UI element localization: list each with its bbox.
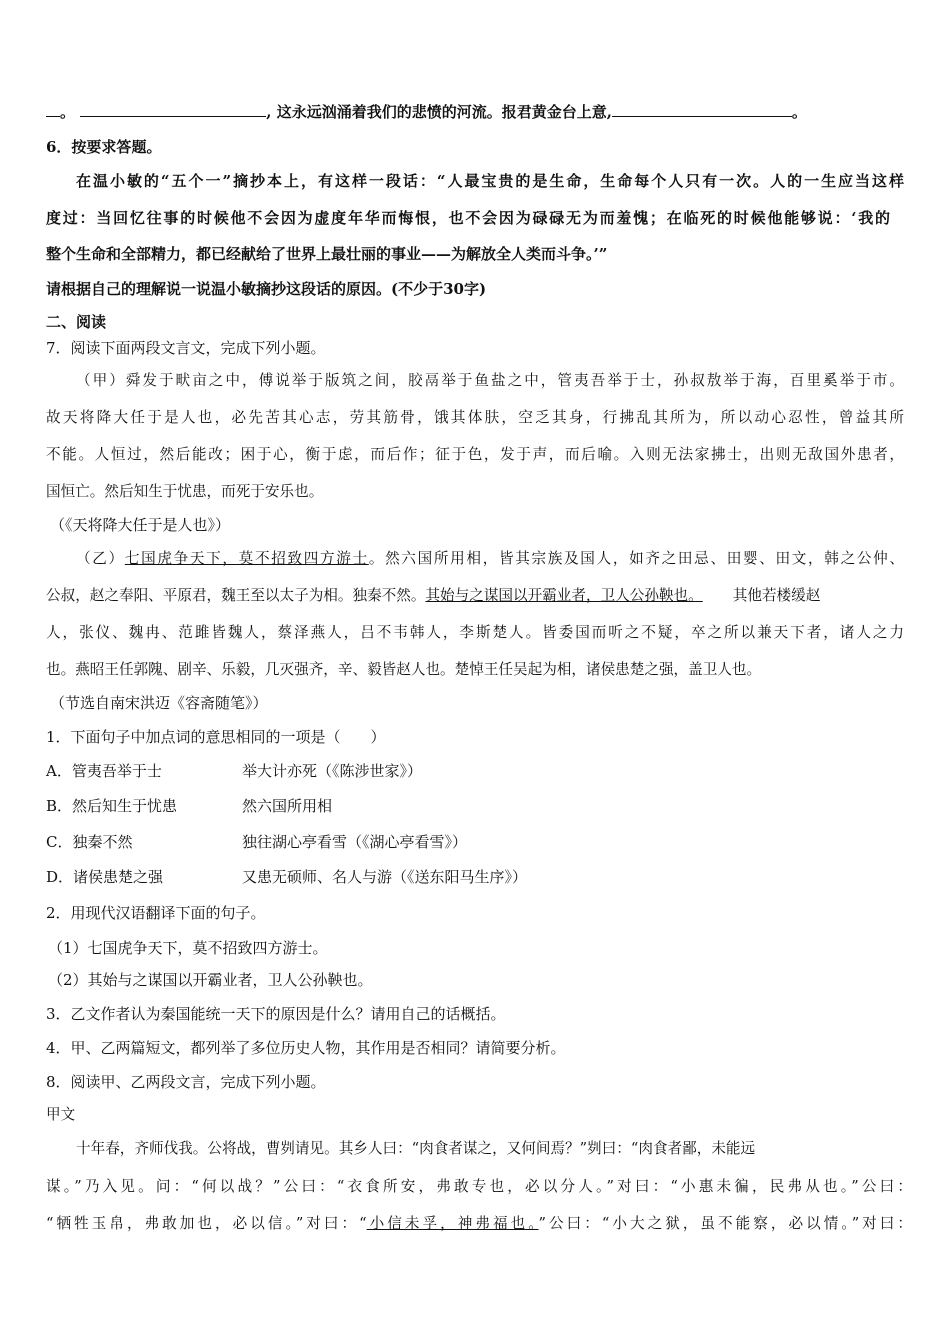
section-heading: 二、阅读 xyxy=(46,313,107,331)
underlined-sentence: 小信未孚，神弗福也。 xyxy=(366,1215,539,1232)
exam-page: 。 , 这永远汹涌着我们的悲愤的河流。报君黄金台上意, 。 6．按要求答题。 在温小敏的“五个一”摘抄本上，有这样一段话：“人最宝贵的是生命，生命每个人只有一次。人的一生应当这样 度过：当回忆往事的时候他不会因为虚度年华而悔恨，也不会因为碌碌无为而羞愧；在临死的时候他能够说：‘我的 整个生命和全部精力，都已经献给了世界上最壮丽的事业——为解放全人类而斗争。’” 请根据自己的理解说一说温小敏摘抄这段话的原因。(不少于30字) 二、阅读 7．阅读下面两段文言文，完成下列小题。 （甲）舜发于畎亩之中，傅说举于版筑之间，胶鬲举于鱼盐之中，管夷吾举于士，孙叔敖举于海，百里奚举于市。 故天将降大任于是人也，必先苦其心志，劳其筋骨，饿其体肤，空乏其身，行拂乱其所为，所以动心忍性，曾益其所 不能。人恒过，然后能改；困于心，衡于虑，而后作；征于色，发于声，而后喻。入则无法家拂士，出则无敌国外患者， 国恒亡。然后知生于忧患，而死于安乐也。 （《天将降大任于是人也》） （乙）七国虎争天下，莫不招致四方游士。然六国所用相，皆其宗族及国人，如齐之田忌、田婴、田文，韩之公仲、 公叔，赵之奉阳、平原君，魏王至以太子为相。独秦不然。其始与之谋国以开霸业者，卫人公孙鞅也。 其他若楼缓赵 人，张仪、魏冉、范雎皆魏人，蔡泽燕人，吕不韦韩人，李斯楚人。皆委国而听之不疑，卒之所以兼天下者，诸人之力 也。燕昭王任郭隗、剧辛、乐毅，几灭强齐，辛、毅皆赵人也。楚悼王任吴起为相，诸侯患楚之强，盖卫人也。 （节选自南宋洪迈《容斋随笔》） 1．下面句子中加点词的意思相同的一项是（ ） A．管夷吾举于士 举大计亦死（《陈涉世家》） B．然后知生于忧患 然六国所用相 C．独秦不然 独往湖心亭看雪（《湖心亭看雪》） D．诸侯患楚之强 又患无硕师、名人与游（《送东阳马生序》） 2．用现代汉语翻译下面的句子。 （1）七国虎争天下，莫不招致四方游士。 （2）其始与之谋国以开霸业者，卫人公孙鞅也。 3．乙文作者认为秦国能统一天下的原因是什么？请用自己的话概括。 4．甲、乙两篇短文，都列举了多位历史人物，其作用是否相同？请简要分析。 8．阅读甲、乙两段文言，完成下列小题。 甲文 十年春，齐师伐我。公将战，曹刿请见。其乡人曰：“肉食者谋之，又何间焉？”刿曰：“肉食者鄙，未能远 谋。”乃入见。问：“何以战？”公曰：“衣食所安，弗敢专也，必以分人。”对曰：“小惠未徧，民弗从也。”公曰： “牺牲玉帛，弗敢加也，必以信。”对曰：“小信未孚，神弗福也。”公曰：“小大之狱，虽不能察，必以情。”对曰： xyxy=(46,103,912,1232)
q7-sub2-item: （1）七国虎争天下，莫不招致四方游士。 xyxy=(48,939,328,957)
q8-passage-line: 十年春，齐师伐我。公将战，曹刿请见。其乡人曰：“肉食者谋之，又何间焉？”刿曰：“肉食者鄙，未能远 xyxy=(76,1140,756,1157)
q7-yi-line: 人，张仪、魏冉、范雎皆魏人，蔡泽燕人，吕不韦韩人，李斯楚人。皆委国而听之不疑，卒之所以兼天下者，诸人之力 xyxy=(46,624,904,641)
underlined-sentence: 七国虎争天下，莫不招致四方游士 xyxy=(124,550,369,567)
q7-sub2: 2．用现代汉语翻译下面的句子。 xyxy=(46,904,266,922)
q7-jia-line: 国恒亡。然后知生于忧患，而死于安乐也。 xyxy=(46,483,324,500)
answer-blank[interactable] xyxy=(612,102,792,117)
q8-jia-label: 甲文 xyxy=(46,1106,76,1123)
q6-prompt: 请根据自己的理解说一说温小敏摘抄这段话的原因。(不少于30字) xyxy=(46,280,487,298)
q6-heading: 6．按要求答题。 xyxy=(46,138,162,156)
q6-passage-line: 在温小敏的“五个一”摘抄本上，有这样一段话：“人最宝贵的是生命，生命每个人只有一次。人的一生应当这样 xyxy=(76,172,904,190)
q6-passage-line: 整个生命和全部精力，都已经献给了世界上最壮丽的事业——为解放全人类而斗争。’” xyxy=(46,245,608,263)
q7-yi-line: 也。燕昭王任郭隗、剧辛、乐毅，几灭强齐，辛、毅皆赵人也。楚悼王任吴起为相，诸侯患楚之强，盖卫人也。 xyxy=(46,661,762,678)
q8-passage-line: 谋。”乃入见。问：“何以战？”公曰：“衣食所安，弗敢专也，必以分人。”对曰：“小惠未徧，民弗从也。”公曰： xyxy=(46,1178,912,1195)
q5-fill-line: 。 , 这永远汹涌着我们的悲愤的河流。报君黄金台上意, 。 xyxy=(46,102,807,122)
q6-passage-line: 度过：当回忆往事的时候他不会因为虚度年华而悔恨，也不会因为碌碌无为而羞愧；在临死的时候他能够说：‘我的 xyxy=(46,209,890,227)
q7-intro: 7．阅读下面两段文言文，完成下列小题。 xyxy=(46,339,326,357)
q8-passage-line: “牺牲玉帛，弗敢加也，必以信。”对曰：“小信未孚，神弗福也。”公曰：“小大之狱，虽不能察，必以情。”对曰： xyxy=(46,1215,912,1232)
q7-yi-line: （乙）七国虎争天下，莫不招致四方游士。然六国所用相，皆其宗族及国人，如齐之田忌、田婴、田文，韩之公仲、 xyxy=(76,550,904,567)
q7-yi-source: （节选自南宋洪迈《容斋随笔》） xyxy=(50,694,268,712)
answer-blank[interactable] xyxy=(80,102,266,117)
underlined-sentence: 其始与之谋国以开霸业者，卫人公孙鞅也。 xyxy=(425,587,703,604)
q7-jia-line: 不能。人恒过，然后能改；困于心，衡于虑，而后作；征于色，发于声，而后喻。入则无法家拂士，出则无敌国外患者， xyxy=(46,446,904,463)
q7-jia-line: 故天将降大任于是人也，必先苦其心志，劳其筋骨，饿其体肤，空乏其身，行拂乱其所为，所以动心忍性，曾益其所 xyxy=(46,409,904,426)
q7-sub2-item: （2）其始与之谋国以开霸业者，卫人公孙鞅也。 xyxy=(48,971,373,989)
answer-blank[interactable] xyxy=(46,102,60,117)
q7-jia-source: （《天将降大任于是人也》） xyxy=(50,516,231,534)
q8-intro: 8．阅读甲、乙两段文言，完成下列小题。 xyxy=(46,1073,326,1091)
q7-sub3: 3．乙文作者认为秦国能统一天下的原因是什么？请用自己的话概括。 xyxy=(46,1005,506,1023)
q7-sub4: 4．甲、乙两篇短文，都列举了多位历史人物，其作用是否相同？请简要分析。 xyxy=(46,1039,566,1057)
q7-yi-line: 公叔，赵之奉阳、平原君，魏王至以太子为相。独秦不然。其始与之谋国以开霸业者，卫人公孙鞅也。 其他若楼缓赵 xyxy=(46,587,821,604)
q7-jia-line: （甲）舜发于畎亩之中，傅说举于版筑之间，胶鬲举于鱼盐之中，管夷吾举于士，孙叔敖举于海，百里奚举于市。 xyxy=(76,372,904,389)
q7-sub1: 1．下面句子中加点词的意思相同的一项是（ ） xyxy=(46,728,386,746)
